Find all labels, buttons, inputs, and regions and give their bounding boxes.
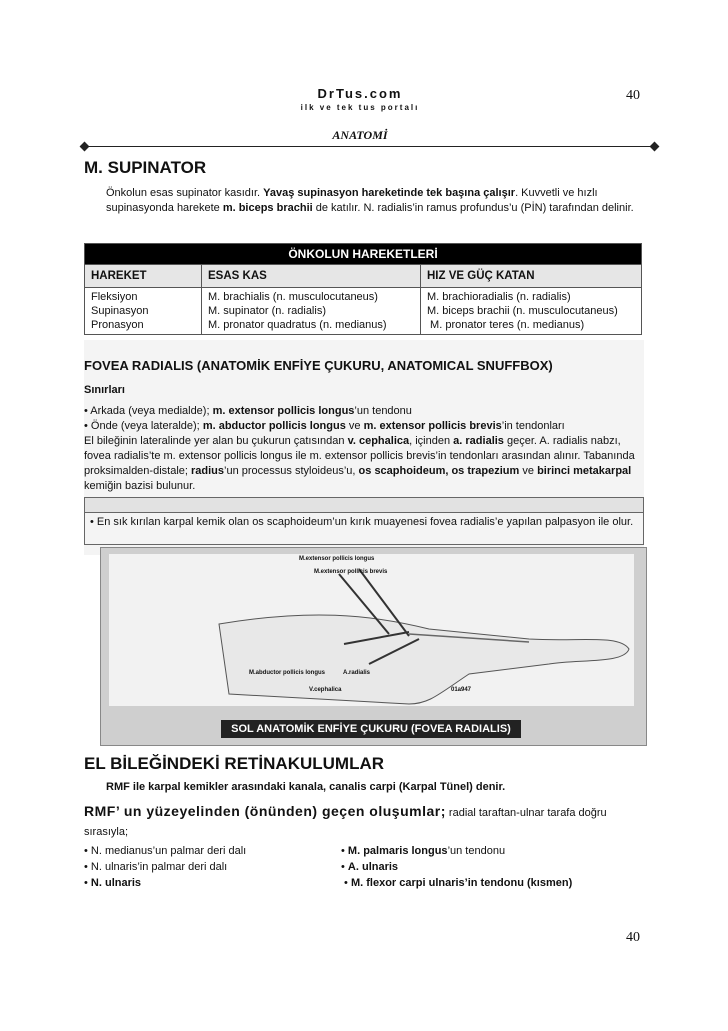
page-number-top: 40 [626,88,640,103]
table-title: ÖNKOLUN HAREKETLERİ [85,244,642,265]
list-item: • A. ulnaris [341,861,399,873]
structures-list-right [341,843,641,891]
site-tagline: ilk ve tek tus portalı [300,103,420,112]
figure-label: M.extensor pollicis brevis [314,569,388,575]
list-item: • N. ulnaris [84,877,142,889]
table-header-cell: ESAS KAS [202,265,421,288]
text-span: . Kuvvetli ve hızlı supinasyonda harekete [106,187,598,214]
list-item: • M. palmaris longus’un tendonu [341,845,506,857]
site-name: DrTus.com [317,86,403,101]
figure-code: 01a947 [451,687,472,693]
rule-diamond-right [650,142,660,152]
fovea-paragraph: Sınırları • Arkada (veya medialde); m. extensor pollicis longus’un tendonu • Önde (veya lateralde); m. abductor pollicis longus ve m. extensor pollicis brevis’in tendonları El bileğinin lateralinde yer alan bu çukurun çatısından v. cephalica, içinden a. radialis geçer. A. radialis nabzı, fovea radialis’te m. extensor pollicis longus ile m. extensor pollicis brevis’in tendonları arasından alınır. Tabanında proksimalden-distale; radius’un processus styloideus’u, os scaphoideum, os trapezium ve birinci metakarpal kemiğin bazisi bulunur. [84,384,635,492]
list-item: • M. flexor carpi ulnaris’in tendonu (kısmen) [341,877,573,889]
table-cell: M. brachialis (n. musculocutaneus) M. supinator (n. radialis) M. pronator quadratus (n. medianus) [202,288,421,335]
figure-label: V.cephalica [309,687,342,693]
figure-label: M.abductor pollicis longus [249,670,326,676]
subheading: Sınırları [84,384,125,396]
fovea-heading: FOVEA RADIALIS (ANATOMİK ENFİYE ÇUKURU, ANATOMICAL SNUFFBOX) [84,358,553,373]
table-header-cell: HIZ VE GÜÇ KATAN [421,265,642,288]
supinator-paragraph [106,186,646,216]
rule-diamond-left [80,142,90,152]
rmf-structures-intro: RMF’ un yüzeyelinden (önünden) geçen oluşumlar; radial taraftan-ulnar tarafa doğru sırasıyla; [84,803,607,838]
forearm-movements-table [84,243,642,335]
page-number-bottom: 40 [626,930,640,945]
retinaculum-heading: EL BİLEĞİNDEKİ RETİNAKULUMLAR [84,754,385,773]
section-title: ANATOMİ [332,128,388,142]
rmf-sentence: RMF ile karpal kemikler arasındaki kanala, canalis carpi (Karpal Tünel) denir. [106,781,506,793]
bold-span: m. biceps brachii [222,202,313,214]
text-span: Önkolun esas supinator kasıdır. [106,187,261,199]
table-cell: M. brachioradialis (n. radialis) M. biceps brachii (n. musculocutaneus) M. pronator teres (n. medianus) [421,288,642,335]
text-span: de katılır. N. radialis’in ramus profundus’u (PİN) tarafından delinir. [315,202,634,214]
bold-span: Yavaş supinasyon hareketinde tek başına çalışır [263,187,516,199]
list-item: • N. medianus’un palmar deri dalı [84,845,247,857]
structures-list-left [84,843,334,891]
note-box [84,497,644,545]
figure-label: A.radialis [343,670,371,676]
table-cell: Fleksiyon Supinasyon Pronasyon [85,288,202,335]
table-header-cell: HAREKET [85,265,202,288]
supinator-heading: M. SUPINATOR [84,158,207,177]
note-bar [85,498,643,513]
hand-illustration [109,554,634,706]
note-text: • En sık kırılan karpal kemik olan os scaphoideum’un kırık muayenesi fovea radialis’e yapılan palpasyon ile olur. [90,516,634,528]
figure-caption: SOL ANATOMİK ENFİYE ÇUKURU (FOVEA RADIALIS) [221,720,521,738]
header-rule [85,146,655,147]
figure-label: M.extensor pollicis longus [299,556,375,562]
snuffbox-figure [100,547,647,746]
list-item: • N. ulnaris’in palmar deri dalı [84,861,228,873]
hand-drawing [109,554,634,706]
